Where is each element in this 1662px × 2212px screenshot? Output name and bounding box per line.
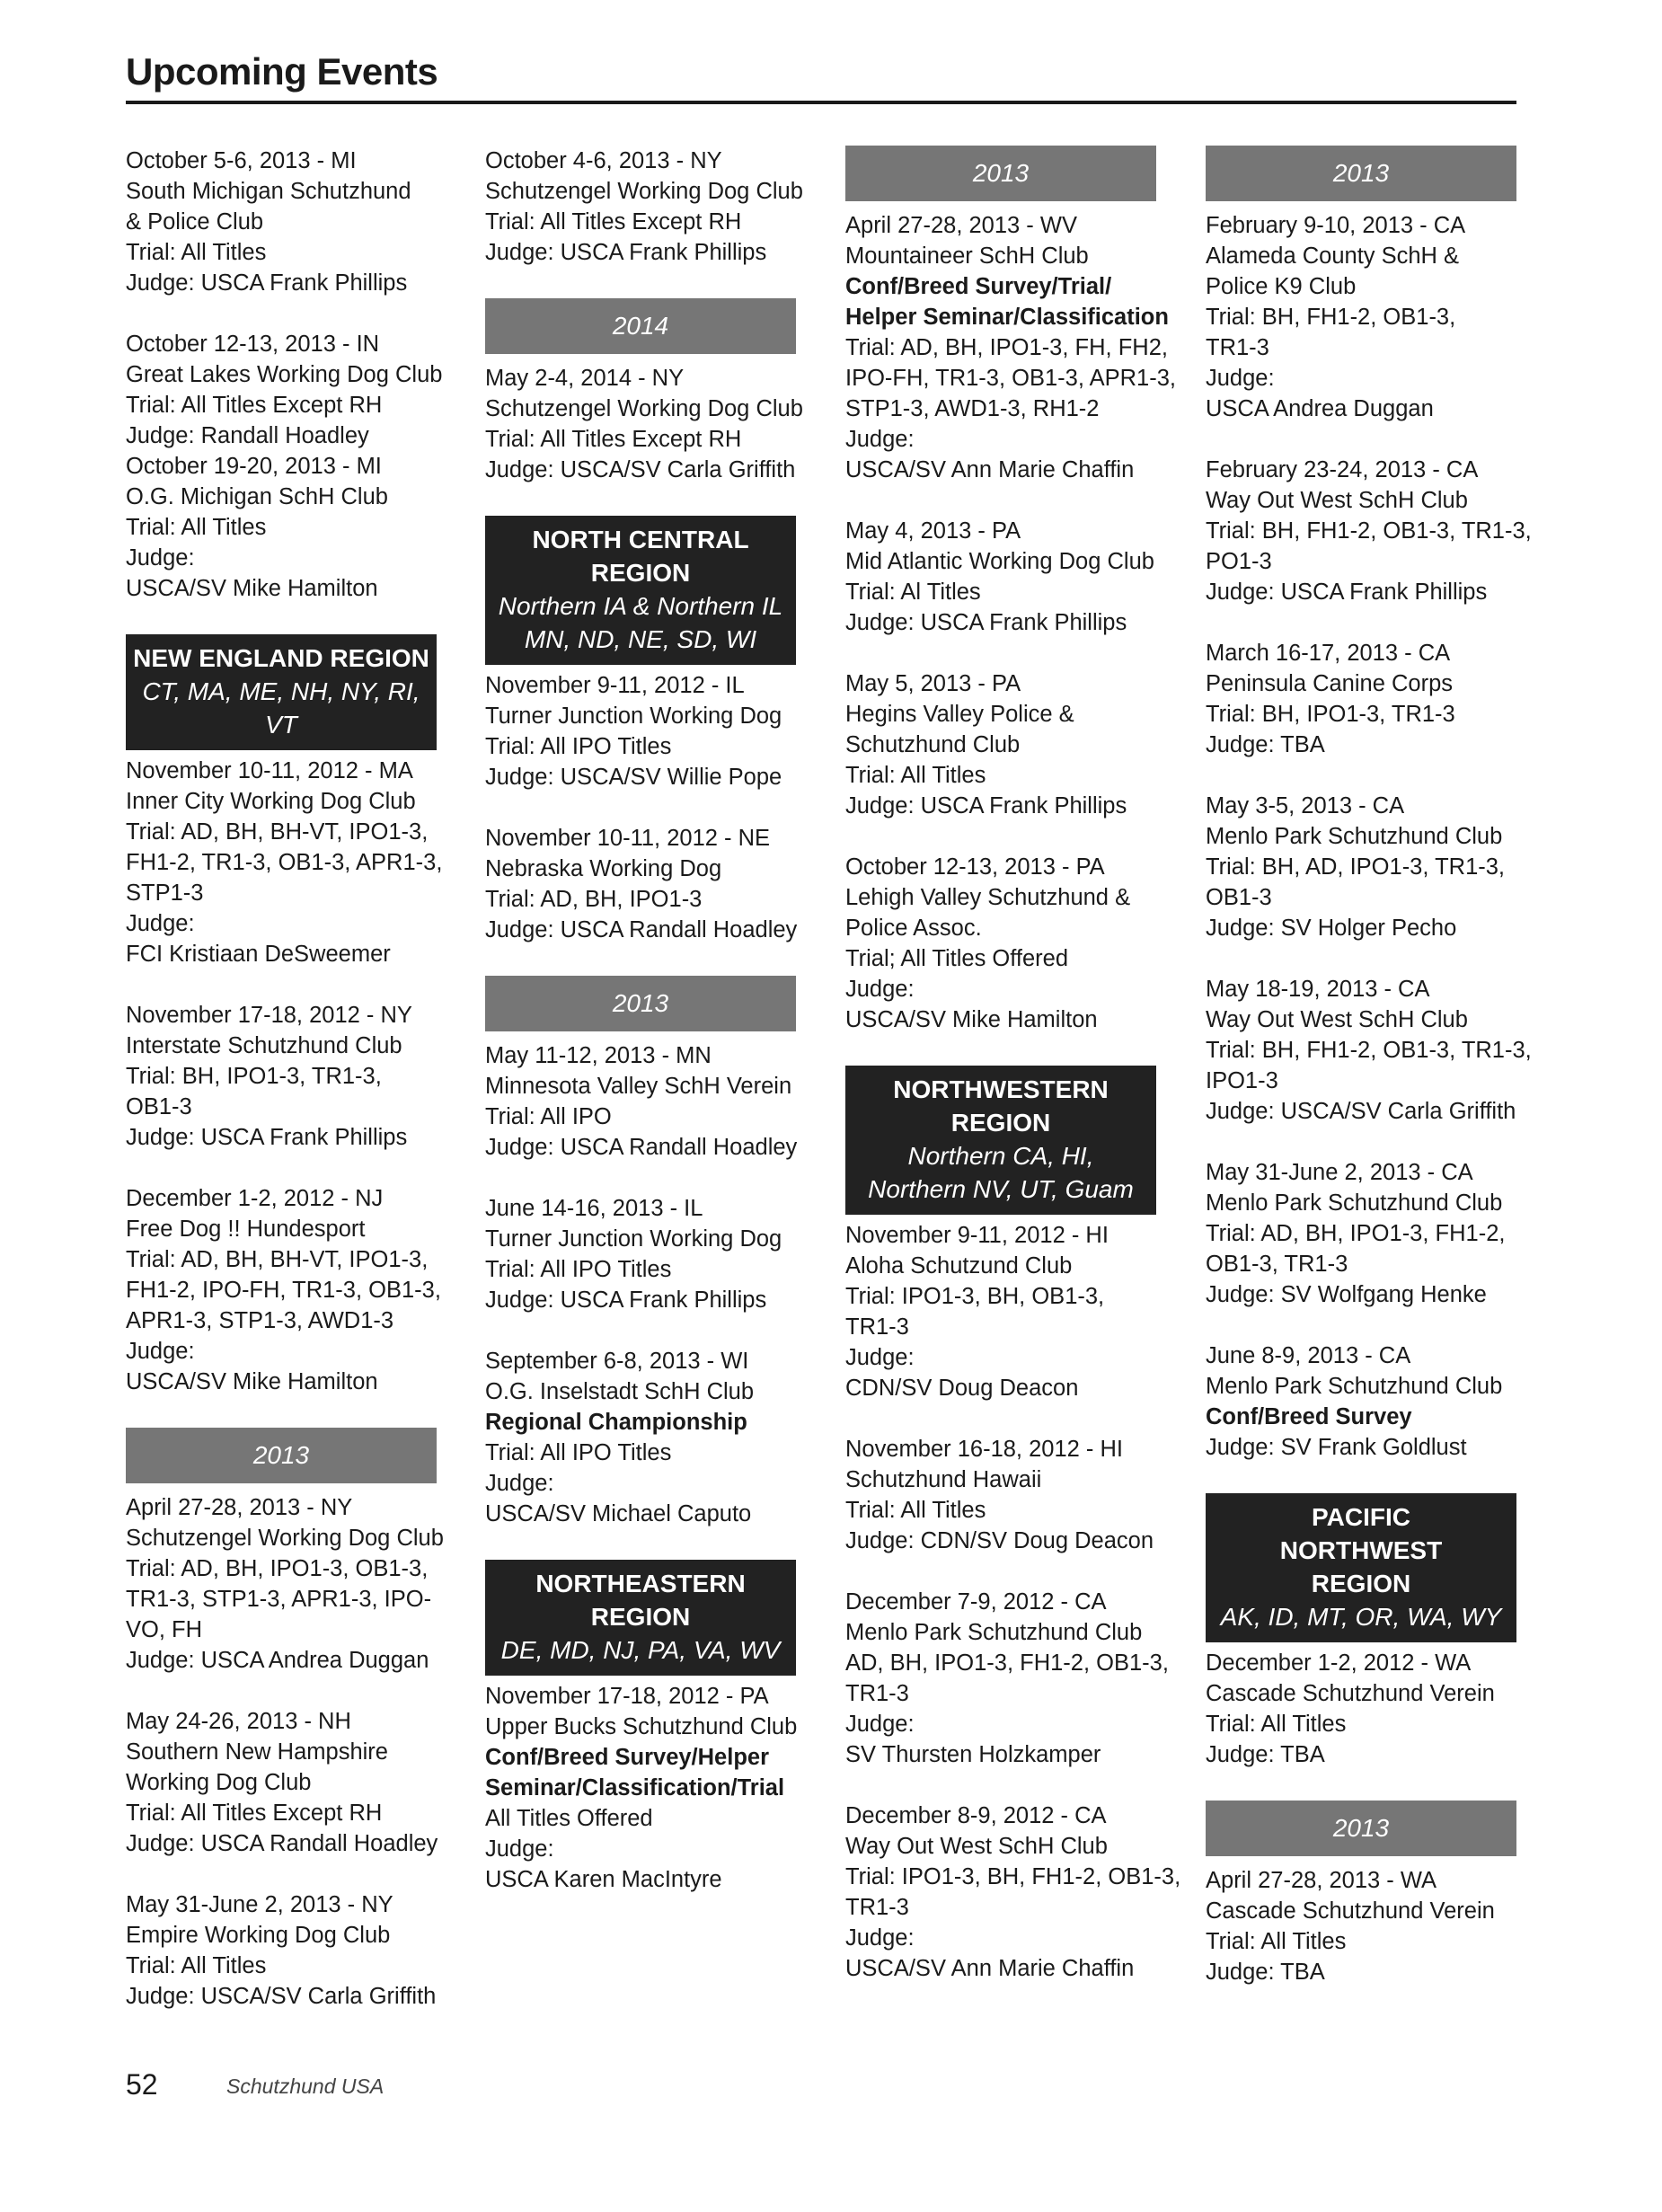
event-listing [845,1801,1181,1984]
event-listing [485,1040,796,1163]
event-listing [126,1706,437,1859]
event-date: October 19-20, 2013 - MI [126,454,382,479]
event-detail: APR1-3, STP1-3, AWD1-3 [126,1308,394,1333]
event-detail: Way Out West SchH Club [1206,488,1468,513]
event-detail: Trial: All Titles Except RH [126,1801,383,1826]
event-listing [485,363,803,485]
event-detail: Interstate Schutzhund Club [126,1033,402,1058]
event-detail: Hegins Valley Police & [845,702,1074,727]
event-date: November 16-18, 2012 - HI [845,1437,1123,1462]
event-detail: Trial: AD, BH, IPO1-3 [485,887,703,912]
event-detail: Cascade Schutzhund Verein [1206,1681,1495,1706]
event-detail: Judge: USCA Frank Phillips [845,793,1127,818]
event-listing [1206,210,1516,424]
column-2 [485,146,803,1925]
event-listing [1206,1865,1516,1987]
event-detail: Helper Seminar/Classification [845,305,1169,330]
event-listing [126,451,437,604]
event-detail: Judge: USCA Frank Phillips [485,240,767,265]
event-detail: Trial: BH, IPO1-3, TR1-3, [126,1064,382,1089]
event-date: May 31-June 2, 2013 - NY [126,1892,393,1917]
event-detail: Schutzengel Working Dog Club [485,396,803,421]
event-detail: Menlo Park Schutzhund Club [1206,824,1503,849]
event-detail: O.G. Inselstadt SchH Club [485,1379,755,1404]
event-detail: Judge: [845,1925,915,1951]
event-date: December 1-2, 2012 - WA [1206,1650,1472,1676]
event-detail: Judge: [126,911,195,936]
event-date: October 12-13, 2013 - IN [126,332,380,357]
region-states: Northern IA & Northern IL [498,592,783,620]
event-listing [485,823,796,945]
event-detail: Judge: USCA Frank Phillips [1206,580,1488,605]
event-detail: Trial: All Titles Except RH [485,209,742,234]
event-listing [1206,1157,1516,1310]
event-listing [845,668,1156,821]
event-listing [1206,1340,1516,1463]
event-detail: Judge: [126,1339,195,1364]
event-listing [126,1492,444,1676]
event-detail: Trial: All IPO [485,1104,612,1129]
event-detail: AD, BH, IPO1-3, FH1-2, OB1-3, [845,1650,1169,1676]
event-detail: Police Assoc. [845,916,982,941]
event-date: May 2-4, 2014 - NY [485,366,685,391]
event-detail: Trial: IPO1-3, BH, FH1-2, OB1-3, [845,1864,1181,1889]
event-detail: Trial: AD, BH, BH-VT, IPO1-3, [126,819,429,845]
event-detail: Cascade Schutzhund Verein [1206,1898,1495,1924]
event-detail: Police K9 Club [1206,274,1357,299]
event-date: November 17-18, 2012 - PA [485,1684,769,1709]
region-states: CT, MA, ME, NH, NY, RI, VT [142,677,420,739]
event-detail: Trial: All Titles [126,240,267,265]
event-detail: Trial: AD, BH, IPO1-3, FH1-2, [1206,1221,1506,1246]
event-detail: Judge: USCA/SV Carla Griffith [126,1984,437,2009]
event-detail: Judge: USCA Andrea Duggan [126,1648,429,1673]
event-detail: Minnesota Valley SchH Verein [485,1074,792,1099]
event-detail: IPO1-3 [1206,1068,1278,1093]
event-detail: Trial: All Titles [1206,1929,1347,1954]
event-date: December 1-2, 2012 - NJ [126,1186,384,1211]
event-detail: Way Out West SchH Club [845,1834,1108,1859]
event-detail: Schutzhund Club [845,732,1021,757]
event-date: May 31-June 2, 2013 - CA [1206,1160,1473,1185]
event-detail: O.G. Michigan SchH Club [126,484,388,509]
event-detail: Trial: BH, FH1-2, OB1-3, TR1-3, [1206,1038,1532,1063]
event-detail: USCA Andrea Duggan [1206,396,1434,421]
event-listing [485,1346,796,1529]
event-listing [485,1193,796,1315]
event-listing [126,146,437,298]
event-date: April 27-28, 2013 - WA [1206,1868,1437,1893]
column-4 [1206,146,1532,2018]
year-header: 2014 [485,298,796,354]
event-detail: Judge: USCA Frank Phillips [485,1287,767,1313]
page-title: Upcoming Events [126,50,438,93]
event-date: June 8-9, 2013 - CA [1206,1343,1411,1368]
event-detail: Trial: IPO1-3, BH, OB1-3, [845,1284,1105,1309]
event-detail: Trial: AD, BH, IPO1-3, FH, FH2, [845,335,1168,360]
event-detail: Free Dog !! Hundesport [126,1217,366,1242]
event-detail: Turner Junction Working Dog [485,1226,782,1252]
event-date: May 3-5, 2013 - CA [1206,793,1405,818]
region-header [485,516,796,665]
event-listing [845,852,1156,1035]
event-detail: Aloha Schutzund Club [845,1253,1073,1279]
event-listing [1206,1648,1516,1770]
event-detail: TR1-3, STP1-3, APR1-3, IPO- [126,1587,432,1612]
event-detail: Trial: All IPO Titles [485,1257,672,1282]
event-date: November 10-11, 2012 - NE [485,826,771,851]
event-detail: Working Dog Club [126,1770,312,1795]
event-detail: Trial: Al Titles [845,580,981,605]
event-listing [485,146,803,268]
event-date: May 4, 2013 - PA [845,518,1021,544]
event-listing [1206,455,1532,607]
event-detail: Trial: BH, AD, IPO1-3, TR1-3, [1206,854,1506,880]
region-header [845,1066,1156,1215]
event-detail: South Michigan Schutzhund [126,179,411,204]
event-detail: Menlo Park Schutzhund Club [845,1620,1143,1645]
event-detail: Trial: All Titles [845,763,986,788]
event-detail: Judge: USCA/SV Carla Griffith [1206,1099,1516,1124]
event-date: May 18-19, 2013 - CA [1206,977,1430,1002]
event-listing [845,1587,1169,1770]
event-detail: Way Out West SchH Club [1206,1007,1468,1032]
event-detail: Trial: All IPO Titles [485,1440,672,1465]
event-detail: Trial; All Titles Offered [845,946,1069,971]
event-listing [126,1000,437,1153]
event-detail: Empire Working Dog Club [126,1923,391,1948]
event-date: October 4-6, 2013 - NY [485,148,722,173]
event-detail: Southern New Hampshire [126,1739,388,1765]
event-detail: Trial: All Titles Except RH [485,427,742,452]
event-detail: Trial: All Titles [126,1953,267,1978]
event-detail: Trial: AD, BH, IPO1-3, OB1-3, [126,1556,429,1581]
event-detail: Conf/Breed Survey/Helper [485,1745,770,1770]
event-detail: USCA/SV Mike Hamilton [126,1369,378,1394]
event-detail: Peninsula Canine Corps [1206,671,1453,696]
event-listing [845,516,1156,638]
event-detail: Trial: BH, FH1-2, OB1-3, TR1-3, [1206,518,1532,544]
event-date: March 16-17, 2013 - CA [1206,641,1451,666]
event-date: May 11-12, 2013 - MN [485,1043,712,1068]
event-detail: Judge: USCA Frank Phillips [126,1125,408,1150]
event-detail: Judge: [845,427,915,452]
event-detail: TR1-3 [845,1681,909,1706]
event-detail: IPO-FH, TR1-3, OB1-3, APR1-3, [845,366,1176,391]
event-detail: USCA/SV Ann Marie Chaffin [845,457,1135,482]
event-detail: & Police Club [126,209,264,234]
event-detail: FH1-2, TR1-3, OB1-3, APR1-3, [126,850,443,875]
event-date: November 9-11, 2012 - IL [485,673,745,698]
event-date: April 27-28, 2013 - NY [126,1495,353,1520]
event-detail: CDN/SV Doug Deacon [845,1376,1079,1401]
event-detail: USCA/SV Mike Hamilton [845,1007,1098,1032]
region-header [126,634,437,750]
event-detail: Mid Atlantic Working Dog Club [845,549,1154,574]
event-detail: Mountaineer SchH Club [845,243,1089,269]
event-date: February 23-24, 2013 - CA [1206,457,1479,482]
page-number: 52 [126,2068,158,2101]
event-detail: Inner City Working Dog Club [126,789,416,814]
event-detail: Turner Junction Working Dog [485,703,782,729]
event-detail: Judge: USCA Randall Hoadley [485,1135,798,1160]
event-detail: Judge: Randall Hoadley [126,423,369,448]
column-1 [126,146,444,2042]
event-detail: Lehigh Valley Schutzhund & [845,885,1131,910]
event-detail: Judge: [485,1836,554,1862]
event-detail: OB1-3, TR1-3 [1206,1252,1348,1277]
event-date: December 7-9, 2012 - CA [845,1589,1107,1615]
event-date: December 8-9, 2012 - CA [845,1803,1107,1828]
event-listing [126,1183,441,1397]
region-states: Northern CA, HI, [907,1142,1094,1170]
event-listing [126,1889,437,2012]
event-detail: Judge: SV Frank Goldlust [1206,1435,1467,1460]
event-detail: Schutzengel Working Dog Club [126,1526,444,1551]
event-detail: TR1-3 [845,1314,909,1340]
event-detail: FCI Kristiaan DeSweemer [126,942,391,967]
event-detail: Judge: [126,545,195,571]
event-listing [126,756,443,969]
region-title: NORTHWESTERN REGION [893,1075,1109,1137]
event-detail: USCA/SV Ann Marie Chaffin [845,1956,1135,1981]
event-date: November 10-11, 2012 - MA [126,758,413,783]
year-header: 2013 [485,976,796,1031]
region-states: DE, MD, NJ, PA, VA, WV [500,1636,781,1664]
event-date: September 6-8, 2013 - WI [485,1349,749,1374]
event-detail: Schutzengel Working Dog Club [485,179,803,204]
event-detail: Judge: [845,1712,915,1737]
event-date: November 9-11, 2012 - HI [845,1223,1109,1248]
event-listing [485,1681,796,1895]
event-detail: Judge: TBA [1206,1960,1325,1985]
event-listing [845,1434,1156,1556]
event-detail: Upper Bucks Schutzhund Club [485,1714,798,1739]
event-detail: STP1-3 [126,880,204,906]
event-detail: Judge: USCA Randall Hoadley [126,1831,438,1856]
event-date: October 5-6, 2013 - MI [126,148,357,173]
event-detail: Trial: All Titles Except RH [126,393,383,418]
column-3 [845,146,1181,2014]
event-detail: Trial: BH, IPO1-3, TR1-3 [1206,702,1455,727]
event-date: October 12-13, 2013 - PA [845,854,1105,880]
event-detail: TR1-3 [1206,335,1269,360]
event-detail: Judge: TBA [1206,1742,1325,1767]
event-listing [485,670,796,792]
event-detail: Menlo Park Schutzhund Club [1206,1190,1503,1216]
year-header: 2013 [845,146,1156,201]
event-detail: OB1-3 [126,1094,192,1119]
region-states: AK, ID, MT, OR, WA, WY [1220,1603,1502,1631]
region-title: NORTH CENTRAL REGION [532,526,749,587]
event-detail: USCA/SV Mike Hamilton [126,576,378,601]
event-listing [1206,974,1532,1127]
event-listing [1206,791,1516,943]
event-detail: Judge: SV Wolfgang Henke [1206,1282,1487,1307]
event-detail: Alameda County SchH & [1206,243,1460,269]
event-detail: USCA Karen MacIntyre [485,1867,722,1892]
event-detail: Seminar/Classification/Trial [485,1775,785,1801]
event-listing [845,1220,1156,1403]
event-detail: Trial: All IPO Titles [485,734,672,759]
event-detail: USCA/SV Michael Caputo [485,1501,752,1526]
region-header [1206,1493,1516,1642]
event-detail: Conf/Breed Survey/Trial/ [845,274,1112,299]
event-date: April 27-28, 2013 - WV [845,213,1077,238]
publication-name: Schutzhund USA [226,2075,385,2098]
event-detail: Trial: All Titles [1206,1712,1347,1737]
region-title: PACIFIC NORTHWEST REGION [1279,1503,1443,1597]
region-header [485,1560,796,1676]
event-detail: Nebraska Working Dog [485,856,722,881]
title-rule [126,101,1516,104]
event-detail: Judge: [845,977,915,1002]
event-detail: Judge: [485,1471,554,1496]
event-detail: All Titles Offered [485,1806,653,1831]
year-header: 2013 [1206,1801,1516,1856]
region-states: Northern NV, UT, Guam [868,1175,1134,1203]
event-date: November 17-18, 2012 - NY [126,1003,412,1028]
event-date: February 9-10, 2013 - CA [1206,213,1466,238]
event-detail: Judge: USCA/SV Carla Griffith [485,457,796,482]
event-detail: Judge: USCA Randall Hoadley [485,917,798,942]
event-detail: Judge: [845,1345,915,1370]
event-detail: Menlo Park Schutzhund Club [1206,1374,1503,1399]
event-detail: STP1-3, AWD1-3, RH1-2 [845,396,1100,421]
region-states: MN, ND, NE, SD, WI [524,625,757,653]
event-detail: Trial: AD, BH, BH-VT, IPO1-3, [126,1247,429,1272]
event-detail: Judge: USCA Frank Phillips [126,270,408,296]
event-detail: Judge: TBA [1206,732,1325,757]
event-detail: FH1-2, IPO-FH, TR1-3, OB1-3, [126,1278,441,1303]
event-detail: OB1-3 [1206,885,1272,910]
event-listing [845,210,1176,485]
event-detail: TR1-3 [845,1895,909,1920]
event-listing [1206,638,1516,760]
event-detail: Conf/Breed Survey [1206,1404,1412,1429]
region-title: NORTHEASTERN REGION [535,1570,746,1631]
year-header: 2013 [126,1428,437,1483]
event-detail: Judge: USCA Frank Phillips [845,610,1127,635]
event-detail: Great Lakes Working Dog Club [126,362,443,387]
event-detail: Regional Championship [485,1410,747,1435]
event-listing [126,329,443,451]
event-detail: Judge: [1206,366,1275,391]
event-detail: Schutzhund Hawaii [845,1467,1042,1492]
event-detail: SV Thursten Holzkamper [845,1742,1101,1767]
event-detail: Judge: CDN/SV Doug Deacon [845,1528,1154,1553]
event-detail: Judge: SV Holger Pecho [1206,916,1457,941]
event-detail: Trial: All Titles [126,515,267,540]
event-detail: Trial: BH, FH1-2, OB1-3, [1206,305,1456,330]
event-detail: VO, FH [126,1617,203,1642]
event-detail: PO1-3 [1206,549,1272,574]
event-detail: Trial: All Titles [845,1498,986,1523]
event-detail: Judge: USCA/SV Willie Pope [485,765,782,790]
event-date: May 24-26, 2013 - NH [126,1709,351,1734]
year-header: 2013 [1206,146,1516,201]
event-date: May 5, 2013 - PA [845,671,1021,696]
region-title: NEW ENGLAND REGION [133,644,429,672]
event-date: June 14-16, 2013 - IL [485,1196,703,1221]
